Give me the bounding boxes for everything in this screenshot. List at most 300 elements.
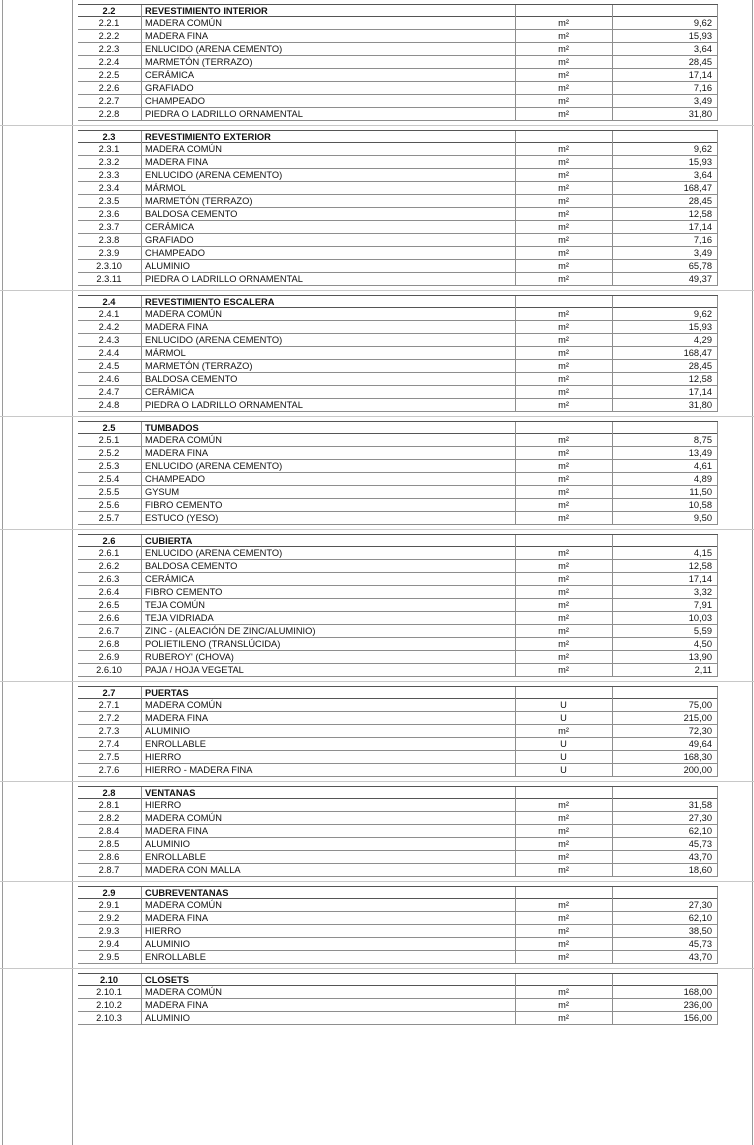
spacer-rule <box>0 881 754 882</box>
cell-border <box>717 434 718 446</box>
table-row <box>78 599 718 612</box>
item-price: 45,73 <box>688 939 712 949</box>
item-description: PIEDRA O LADRILLO ORNAMENTAL <box>145 274 303 284</box>
item-price: 9,62 <box>693 309 712 319</box>
item-description: PAJA / HOJA VEGETAL <box>145 665 244 675</box>
spacer-rule <box>0 125 754 126</box>
cell-border <box>141 434 142 446</box>
cell-border <box>141 999 142 1011</box>
item-code: 2.5.2 <box>98 448 120 458</box>
cell-border <box>717 247 718 259</box>
item-unit: m² <box>558 196 569 206</box>
cell-border <box>141 738 142 750</box>
cell-border <box>717 764 718 776</box>
cell-border <box>717 812 718 824</box>
item-unit: m² <box>558 800 569 810</box>
cell-border <box>717 169 718 181</box>
table-row <box>78 751 718 764</box>
cell-border <box>717 5 718 17</box>
item-unit: U <box>560 765 567 775</box>
item-price: 43,70 <box>688 952 712 962</box>
section-code: 2.5 <box>102 423 116 433</box>
item-description: MADERA FINA <box>145 713 209 723</box>
table-row <box>78 247 718 260</box>
item-description: PIEDRA O LADRILLO ORNAMENTAL <box>145 400 303 410</box>
cell-border <box>612 535 613 547</box>
item-description: ALUMINIO <box>145 726 190 736</box>
item-unit: m² <box>558 826 569 836</box>
item-description: MADERA FINA <box>145 826 209 836</box>
table-row <box>78 638 718 651</box>
table-row <box>78 764 718 777</box>
cell-border <box>717 156 718 168</box>
grid-column-line <box>752 0 753 1145</box>
cell-border <box>141 599 142 611</box>
cell-border <box>141 699 142 711</box>
cell-border <box>141 247 142 259</box>
cell-border <box>141 799 142 811</box>
cell-border <box>717 787 718 799</box>
cell-border <box>612 296 613 308</box>
item-description: CHAMPEADO <box>145 96 205 106</box>
item-description: HIERRO <box>145 752 182 762</box>
section-title: CLOSETS <box>145 975 189 985</box>
item-unit: m² <box>558 400 569 410</box>
cell-border <box>515 974 516 986</box>
item-code: 2.3.4 <box>98 183 120 193</box>
table-row <box>78 347 718 360</box>
cell-border <box>717 547 718 559</box>
item-description: ENLUCIDO (ARENA CEMENTO) <box>145 170 283 180</box>
cell-border <box>612 974 613 986</box>
item-description: MADERA COMÚN <box>145 144 222 154</box>
cell-border <box>141 651 142 663</box>
item-description: CHAMPEADO <box>145 248 205 258</box>
item-code: 2.7.3 <box>98 726 120 736</box>
blank-spacer-row <box>0 964 754 973</box>
item-description: HIERRO <box>145 926 182 936</box>
item-code: 2.7.5 <box>98 752 120 762</box>
item-code: 2.5.4 <box>98 474 120 484</box>
cell-border <box>612 887 613 899</box>
cell-border <box>612 687 613 699</box>
item-description: MARMETÓN (TERRAZO) <box>145 196 253 206</box>
item-unit: m² <box>558 222 569 232</box>
item-description: RUBEROY' (CHOVA) <box>145 652 234 662</box>
cell-border <box>717 360 718 372</box>
item-description: CERÁMICA <box>145 574 195 584</box>
cell-border <box>141 512 142 524</box>
cell-border <box>141 499 142 511</box>
cell-border <box>515 422 516 434</box>
cell-border <box>717 373 718 385</box>
cell-border <box>141 334 142 346</box>
item-price: 156,00 <box>683 1013 712 1023</box>
cell-border <box>717 347 718 359</box>
cell-border <box>141 547 142 559</box>
item-description: ZINC - (ALEACIÓN DE ZINC/ALUMINIO) <box>145 626 316 636</box>
cell-border <box>717 447 718 459</box>
item-code: 2.3.6 <box>98 209 120 219</box>
item-code: 2.2.3 <box>98 44 120 54</box>
table-row <box>78 512 718 525</box>
cell-border <box>141 573 142 585</box>
item-unit: m² <box>558 987 569 997</box>
table-row <box>78 499 718 512</box>
item-price: 13,90 <box>688 652 712 662</box>
cell-border <box>717 95 718 107</box>
item-code: 2.3.8 <box>98 235 120 245</box>
cell-border <box>141 360 142 372</box>
item-unit: m² <box>558 513 569 523</box>
item-description: CERÁMICA <box>145 70 195 80</box>
blank-spacer-row <box>0 677 754 686</box>
item-description: MÁRMOL <box>145 183 186 193</box>
item-unit: m² <box>558 448 569 458</box>
table-row <box>78 899 718 912</box>
item-description: BALDOSA CEMENTO <box>145 209 238 219</box>
item-description: MADERA COMÚN <box>145 700 222 710</box>
item-code: 2.4.6 <box>98 374 120 384</box>
item-price: 11,50 <box>689 487 712 497</box>
item-description: CERÁMICA <box>145 222 195 232</box>
item-description: ALUMINIO <box>145 1013 190 1023</box>
item-code: 2.10.1 <box>96 987 122 997</box>
table-row <box>78 95 718 108</box>
cell-border <box>141 460 142 472</box>
cell-border <box>717 1012 718 1024</box>
section-code: 2.3 <box>102 132 116 142</box>
table-row <box>78 17 718 30</box>
item-code: 2.5.3 <box>98 461 120 471</box>
item-unit: m² <box>558 209 569 219</box>
cell-border <box>141 912 142 924</box>
table-row <box>78 1012 718 1025</box>
item-code: 2.6.1 <box>98 548 120 558</box>
item-code: 2.9.4 <box>98 939 120 949</box>
cell-border <box>717 108 718 120</box>
item-code: 2.3.1 <box>98 144 120 154</box>
item-price: 12,58 <box>688 374 712 384</box>
cell-border <box>717 699 718 711</box>
item-code: 2.8.7 <box>98 865 120 875</box>
item-code: 2.2.7 <box>98 96 120 106</box>
section-header-row <box>78 421 718 434</box>
item-code: 2.5.7 <box>98 513 120 523</box>
item-unit: m² <box>558 44 569 54</box>
cell-border <box>515 787 516 799</box>
cell-border <box>717 899 718 911</box>
item-price: 31,58 <box>688 800 712 810</box>
item-code: 2.4.7 <box>98 387 120 397</box>
item-code: 2.4.5 <box>98 361 120 371</box>
cell-border <box>515 131 516 143</box>
cell-border <box>717 273 718 285</box>
cell-border <box>717 131 718 143</box>
section-title: TUMBADOS <box>145 423 199 433</box>
section-title: REVESTIMIENTO INTERIOR <box>145 6 268 16</box>
cell-border <box>141 825 142 837</box>
item-unit: m² <box>558 487 569 497</box>
item-unit: m² <box>558 913 569 923</box>
section-code: 2.4 <box>102 297 116 307</box>
item-price: 12,58 <box>688 561 712 571</box>
cell-border <box>515 296 516 308</box>
cell-border <box>717 308 718 320</box>
cell-border <box>141 296 142 308</box>
item-unit: m² <box>558 587 569 597</box>
table-row <box>78 547 718 560</box>
table-row <box>78 447 718 460</box>
item-description: TEJA COMÚN <box>145 600 205 610</box>
cell-border <box>141 838 142 850</box>
item-unit: m² <box>558 474 569 484</box>
cell-border <box>141 473 142 485</box>
table-row <box>78 999 718 1012</box>
item-code: 2.2.8 <box>98 109 120 119</box>
cell-border <box>141 938 142 950</box>
item-code: 2.2.6 <box>98 83 120 93</box>
cell-border <box>141 787 142 799</box>
item-price: 8,75 <box>693 435 712 445</box>
cell-border <box>141 108 142 120</box>
item-description: HIERRO - MADERA FINA <box>145 765 253 775</box>
item-price: 168,47 <box>683 348 712 358</box>
item-price: 13,49 <box>688 448 712 458</box>
item-code: 2.7.1 <box>98 700 120 710</box>
item-price: 27,30 <box>688 900 712 910</box>
cell-border <box>141 308 142 320</box>
cell-border <box>141 30 142 42</box>
table-row <box>78 651 718 664</box>
item-code: 2.10.2 <box>96 1000 122 1010</box>
cell-border <box>141 169 142 181</box>
table-row <box>78 560 718 573</box>
cell-border <box>717 825 718 837</box>
item-code: 2.9.2 <box>98 913 120 923</box>
item-unit: m² <box>558 939 569 949</box>
table-row <box>78 938 718 951</box>
table-row <box>78 360 718 373</box>
cell-border <box>717 460 718 472</box>
item-description: MADERA CON MALLA <box>145 865 241 875</box>
item-unit: m² <box>558 235 569 245</box>
item-unit: m² <box>558 18 569 28</box>
item-unit: m² <box>558 574 569 584</box>
cell-border <box>141 321 142 333</box>
item-unit: m² <box>558 183 569 193</box>
section-header-row <box>78 886 718 899</box>
cell-border <box>141 373 142 385</box>
item-code: 2.6.3 <box>98 574 120 584</box>
item-description: GRAFIADO <box>145 235 194 245</box>
cell-border <box>141 725 142 737</box>
item-description: MADERA FINA <box>145 31 209 41</box>
cell-border <box>717 535 718 547</box>
item-unit: m² <box>558 387 569 397</box>
item-unit: m² <box>558 348 569 358</box>
cell-border <box>717 195 718 207</box>
item-price: 28,45 <box>688 361 712 371</box>
table-row <box>78 699 718 712</box>
table-row <box>78 864 718 877</box>
table-row <box>78 434 718 447</box>
cell-border <box>141 638 142 650</box>
table-row <box>78 334 718 347</box>
cell-border <box>141 864 142 876</box>
item-unit: m² <box>558 726 569 736</box>
item-price: 17,14 <box>688 222 712 232</box>
blank-spacer-row <box>0 525 754 534</box>
item-price: 4,89 <box>693 474 712 484</box>
item-price: 43,70 <box>688 852 712 862</box>
item-description: CHAMPEADO <box>145 474 205 484</box>
cell-border <box>141 156 142 168</box>
item-price: 12,58 <box>688 209 712 219</box>
item-description: MÁRMOL <box>145 348 186 358</box>
item-price: 3,32 <box>693 587 712 597</box>
cell-border <box>141 260 142 272</box>
cell-border <box>612 5 613 17</box>
cell-border <box>141 712 142 724</box>
item-code: 2.3.9 <box>98 248 120 258</box>
cell-border <box>717 664 718 676</box>
section-code: 2.6 <box>102 536 116 546</box>
item-description: ENLUCIDO (ARENA CEMENTO) <box>145 548 283 558</box>
table-row <box>78 986 718 999</box>
table-row <box>78 143 718 156</box>
item-description: MADERA COMÚN <box>145 435 222 445</box>
cell-border <box>717 586 718 598</box>
item-description: ENLUCIDO (ARENA CEMENTO) <box>145 461 283 471</box>
item-code: 2.3.2 <box>98 157 120 167</box>
cell-border <box>141 925 142 937</box>
item-unit: U <box>560 700 567 710</box>
item-price: 28,45 <box>688 57 712 67</box>
cell-border <box>141 131 142 143</box>
spacer-rule <box>0 781 754 782</box>
cell-border <box>141 612 142 624</box>
table-row <box>78 812 718 825</box>
item-price: 17,14 <box>688 70 712 80</box>
item-code: 2.2.2 <box>98 31 120 41</box>
section-title: REVESTIMIENTO EXTERIOR <box>145 132 271 142</box>
item-price: 17,14 <box>688 387 712 397</box>
item-price: 65,78 <box>688 261 712 271</box>
item-price: 7,16 <box>693 235 712 245</box>
cell-border <box>717 30 718 42</box>
cell-border <box>717 986 718 998</box>
cell-border <box>717 69 718 81</box>
item-code: 2.6.7 <box>98 626 120 636</box>
item-price: 45,73 <box>688 839 712 849</box>
cell-border <box>717 738 718 750</box>
cell-border <box>717 625 718 637</box>
cell-border <box>141 234 142 246</box>
section-title: CUBIERTA <box>145 536 193 546</box>
item-code: 2.6.6 <box>98 613 120 623</box>
cell-border <box>717 851 718 863</box>
item-unit: m² <box>558 461 569 471</box>
item-price: 4,50 <box>693 639 712 649</box>
item-unit: m² <box>558 839 569 849</box>
item-price: 49,37 <box>688 274 712 284</box>
cell-border <box>141 447 142 459</box>
item-price: 31,80 <box>688 109 712 119</box>
item-description: GYSUM <box>145 487 180 497</box>
cell-border <box>141 586 142 598</box>
cell-border <box>612 422 613 434</box>
item-code: 2.8.4 <box>98 826 120 836</box>
table-row <box>78 373 718 386</box>
cell-border <box>717 473 718 485</box>
item-unit: m² <box>558 374 569 384</box>
section-header-row <box>78 295 718 308</box>
item-code: 2.5.5 <box>98 487 120 497</box>
item-description: ESTUCO (YESO) <box>145 513 219 523</box>
table-row <box>78 486 718 499</box>
item-description: CERÁMICA <box>145 387 195 397</box>
item-price: 5,59 <box>693 626 712 636</box>
cell-border <box>141 560 142 572</box>
item-price: 38,50 <box>688 926 712 936</box>
cell-border <box>717 260 718 272</box>
section-code: 2.7 <box>102 688 116 698</box>
item-unit: m² <box>558 96 569 106</box>
item-description: MADERA COMÚN <box>145 309 222 319</box>
cell-border <box>717 399 718 411</box>
item-price: 10,03 <box>688 613 712 623</box>
section-title: PUERTAS <box>145 688 189 698</box>
cell-border <box>141 764 142 776</box>
item-description: BALDOSA CEMENTO <box>145 561 238 571</box>
cell-border <box>141 812 142 824</box>
item-price: 168,00 <box>683 987 712 997</box>
cell-border <box>717 887 718 899</box>
item-description: ENROLLABLE <box>145 852 206 862</box>
cell-border <box>141 899 142 911</box>
cell-border <box>141 851 142 863</box>
item-unit: m² <box>558 322 569 332</box>
item-price: 3,64 <box>693 44 712 54</box>
cell-border <box>717 43 718 55</box>
item-unit: m² <box>558 361 569 371</box>
cell-border <box>141 347 142 359</box>
cell-border <box>717 912 718 924</box>
cell-border <box>717 974 718 986</box>
item-price: 10,58 <box>688 500 712 510</box>
item-price: 7,16 <box>693 83 712 93</box>
item-description: ENROLLABLE <box>145 739 206 749</box>
item-price: 215,00 <box>683 713 712 723</box>
item-unit: m² <box>558 665 569 675</box>
item-code: 2.3.11 <box>96 274 122 284</box>
item-unit: m² <box>558 70 569 80</box>
item-description: MADERA FINA <box>145 322 209 332</box>
item-code: 2.3.3 <box>98 170 120 180</box>
item-price: 75,00 <box>688 700 712 710</box>
cell-border <box>717 499 718 511</box>
item-description: ALUMINIO <box>145 261 190 271</box>
table-row <box>78 851 718 864</box>
cell-border <box>717 638 718 650</box>
item-code: 2.7.6 <box>98 765 120 775</box>
item-price: 3,49 <box>693 248 712 258</box>
item-price: 49,64 <box>688 739 712 749</box>
table-row <box>78 586 718 599</box>
item-unit: m² <box>558 1013 569 1023</box>
table-row <box>78 169 718 182</box>
